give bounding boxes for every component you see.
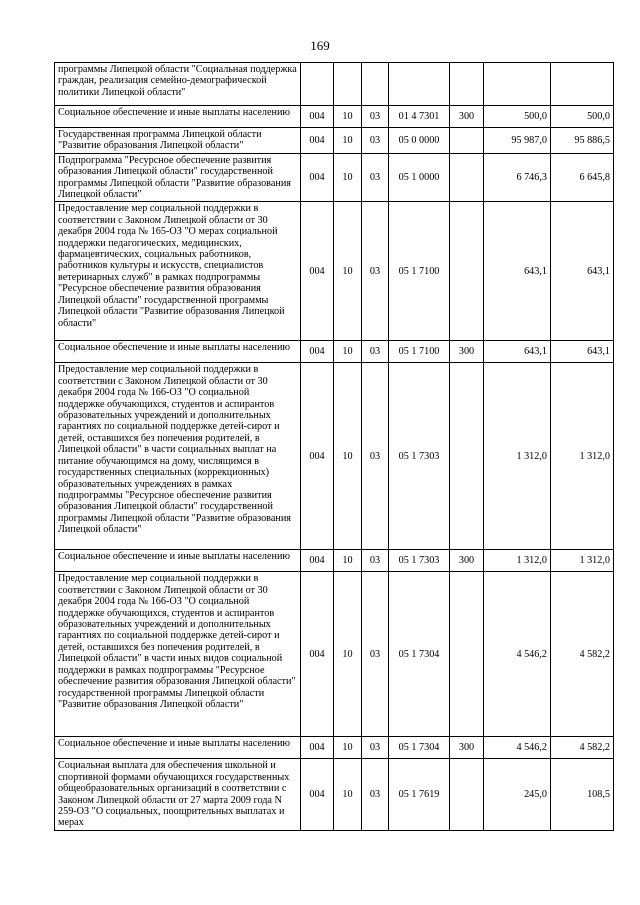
amount-first-year: 6 746,3 bbox=[484, 153, 551, 202]
ministry-code: 004 bbox=[301, 572, 334, 737]
row-name: Предоставление мер социальной поддержки в соответствии с Законом Липецкой области от 30 декабря 2004 года № 166-ОЗ "О социальной поддержке обучающихся, студентов и аспирантов образовательных учреждений и дополнительных гарантиях по социальной поддержке детей-сирот и детей, оставшихся без попечения родителей, в Липецкой области" в части социальных выплат на питание обучающимся на дому, числящимся в государственных специальных (коррекционных) образовательных учреждениях в рамках подпрограммы "Ресурсное обеспечение развития образования Липецкой области" государственной программы Липецкой области "Развитие образования Липецкой области" bbox=[55, 363, 301, 550]
table-row bbox=[55, 341, 614, 363]
row-name: Подпрограмма "Ресурсное обеспечение развития образования Липецкой области" государственной программы Липецкой области "Развитие образования Липецкой области" bbox=[55, 153, 301, 202]
subsection-code: 03 bbox=[362, 341, 389, 363]
table-row bbox=[55, 572, 614, 737]
row-name: Социальная выплата для обеспечения школьной и спортивной формами обучающихся государственных общеобразовательных организаций в соответствии с Законом Липецкой области от 27 марта 2009 года N 259-ОЗ "О социальных, поощрительных выплатах и мерах bbox=[55, 759, 301, 830]
ministry-code: 004 bbox=[301, 759, 334, 830]
subsection-code: 03 bbox=[362, 153, 389, 202]
amount-first-year: 500,0 bbox=[484, 106, 551, 128]
amount-second-year: 6 645,8 bbox=[551, 153, 614, 202]
ministry-code: 004 bbox=[301, 202, 334, 341]
ministry-code: 004 bbox=[301, 737, 334, 759]
ministry-code: 004 bbox=[301, 153, 334, 202]
ministry-code bbox=[301, 63, 334, 106]
amount-first-year: 245,0 bbox=[484, 759, 551, 830]
subsection-code: 03 bbox=[362, 759, 389, 830]
subsection-code: 03 bbox=[362, 106, 389, 128]
amount-first-year: 1 312,0 bbox=[484, 363, 551, 550]
subsection-code: 03 bbox=[362, 572, 389, 737]
target-article-code: 01 4 7301 bbox=[389, 106, 450, 128]
section-code: 10 bbox=[334, 572, 362, 737]
subsection-code: 03 bbox=[362, 128, 389, 154]
section-code: 10 bbox=[334, 128, 362, 154]
row-name: Государственная программа Липецкой области "Развитие образования Липецкой области" bbox=[55, 128, 301, 154]
amount-first-year: 95 987,0 bbox=[484, 128, 551, 154]
subsection-code: 03 bbox=[362, 363, 389, 550]
expense-type-code: 300 bbox=[450, 106, 484, 128]
amount-first-year bbox=[484, 63, 551, 106]
target-article-code: 05 1 7304 bbox=[389, 737, 450, 759]
amount-second-year: 643,1 bbox=[551, 202, 614, 341]
ministry-code: 004 bbox=[301, 550, 334, 572]
expense-type-code bbox=[450, 63, 484, 106]
amount-first-year: 643,1 bbox=[484, 341, 551, 363]
section-code: 10 bbox=[334, 202, 362, 341]
table-row bbox=[55, 363, 614, 550]
target-article-code: 05 1 7619 bbox=[389, 759, 450, 830]
page-number: 169 bbox=[310, 38, 330, 53]
target-article-code: 05 1 7100 bbox=[389, 202, 450, 341]
ministry-code: 004 bbox=[301, 128, 334, 154]
row-name: Социальное обеспечение и иные выплаты населению bbox=[55, 341, 301, 363]
table-row bbox=[55, 759, 614, 830]
subsection-code bbox=[362, 63, 389, 106]
amount-second-year: 1 312,0 bbox=[551, 363, 614, 550]
table-row bbox=[55, 106, 614, 128]
expense-type-code bbox=[450, 202, 484, 341]
subsection-code: 03 bbox=[362, 550, 389, 572]
amount-second-year: 4 582,2 bbox=[551, 737, 614, 759]
expense-type-code bbox=[450, 759, 484, 830]
ministry-code: 004 bbox=[301, 106, 334, 128]
amount-second-year: 500,0 bbox=[551, 106, 614, 128]
target-article-code: 05 1 7100 bbox=[389, 341, 450, 363]
subsection-code: 03 bbox=[362, 202, 389, 341]
table-row bbox=[55, 153, 614, 202]
table-row bbox=[55, 202, 614, 341]
table-row bbox=[55, 128, 614, 154]
expense-type-code bbox=[450, 128, 484, 154]
expense-type-code bbox=[450, 153, 484, 202]
target-article-code: 05 1 7304 bbox=[389, 572, 450, 737]
section-code bbox=[334, 63, 362, 106]
expense-type-code bbox=[450, 572, 484, 737]
expense-type-code bbox=[450, 363, 484, 550]
expense-type-code: 300 bbox=[450, 341, 484, 363]
row-name: Социальное обеспечение и иные выплаты населению bbox=[55, 106, 301, 128]
table-row bbox=[55, 550, 614, 572]
target-article-code: 05 0 0000 bbox=[389, 128, 450, 154]
ministry-code: 004 bbox=[301, 341, 334, 363]
section-code: 10 bbox=[334, 363, 362, 550]
budget-rows bbox=[55, 63, 614, 831]
amount-second-year: 4 582,2 bbox=[551, 572, 614, 737]
table-row bbox=[55, 63, 614, 106]
amount-first-year: 4 546,2 bbox=[484, 737, 551, 759]
row-name: Социальное обеспечение и иные выплаты населению bbox=[55, 550, 301, 572]
target-article-code: 05 1 7303 bbox=[389, 363, 450, 550]
amount-second-year: 95 886,5 bbox=[551, 128, 614, 154]
amount-second-year: 643,1 bbox=[551, 341, 614, 363]
table-row bbox=[55, 737, 614, 759]
amount-first-year: 4 546,2 bbox=[484, 572, 551, 737]
subsection-code: 03 bbox=[362, 737, 389, 759]
expense-type-code: 300 bbox=[450, 550, 484, 572]
target-article-code: 05 1 0000 bbox=[389, 153, 450, 202]
section-code: 10 bbox=[334, 153, 362, 202]
budget-table bbox=[54, 62, 614, 831]
section-code: 10 bbox=[334, 759, 362, 830]
section-code: 10 bbox=[334, 106, 362, 128]
row-name: Социальное обеспечение и иные выплаты населению bbox=[55, 737, 301, 759]
amount-second-year: 1 312,0 bbox=[551, 550, 614, 572]
ministry-code: 004 bbox=[301, 363, 334, 550]
amount-second-year: 108,5 bbox=[551, 759, 614, 830]
amount-first-year: 643,1 bbox=[484, 202, 551, 341]
row-name: программы Липецкой области "Социальная поддержка граждан, реализация семейно-демографической политики Липецкой области" bbox=[55, 63, 301, 106]
section-code: 10 bbox=[334, 550, 362, 572]
target-article-code: 05 1 7303 bbox=[389, 550, 450, 572]
row-name: Предоставление мер социальной поддержки в соответствии с Законом Липецкой области от 30 декабря 2004 года № 166-ОЗ "О социальной поддержке обучающихся, студентов и аспирантов образовательных учреждений и дополнительных гарантиях по социальной поддержке детей-сирот и детей, оставшихся без попечения родителей, в Липецкой области" в части иных видов социальной поддержки в рамках подпрограммы "Ресурсное обеспечение развития образования Липецкой области" государственной программы Липецкой области "Развитие образования Липецкой области" bbox=[55, 572, 301, 737]
section-code: 10 bbox=[334, 341, 362, 363]
amount-second-year bbox=[551, 63, 614, 106]
target-article-code bbox=[389, 63, 450, 106]
amount-first-year: 1 312,0 bbox=[484, 550, 551, 572]
section-code: 10 bbox=[334, 737, 362, 759]
expense-type-code: 300 bbox=[450, 737, 484, 759]
row-name: Предоставление мер социальной поддержки в соответствии с Законом Липецкой области от 30 декабря 2004 года № 165-ОЗ "О мерах социальной поддержки педагогических, медицинских, фармацевтических, социальных работников, работников культуры и искусств, специалистов ветеринарных служб" в рамках подпрограммы "Ресурсное обеспечение развития образования Липецкой области" государственной программы Липецкой области "Развитие образования Липецкой области" bbox=[55, 202, 301, 341]
